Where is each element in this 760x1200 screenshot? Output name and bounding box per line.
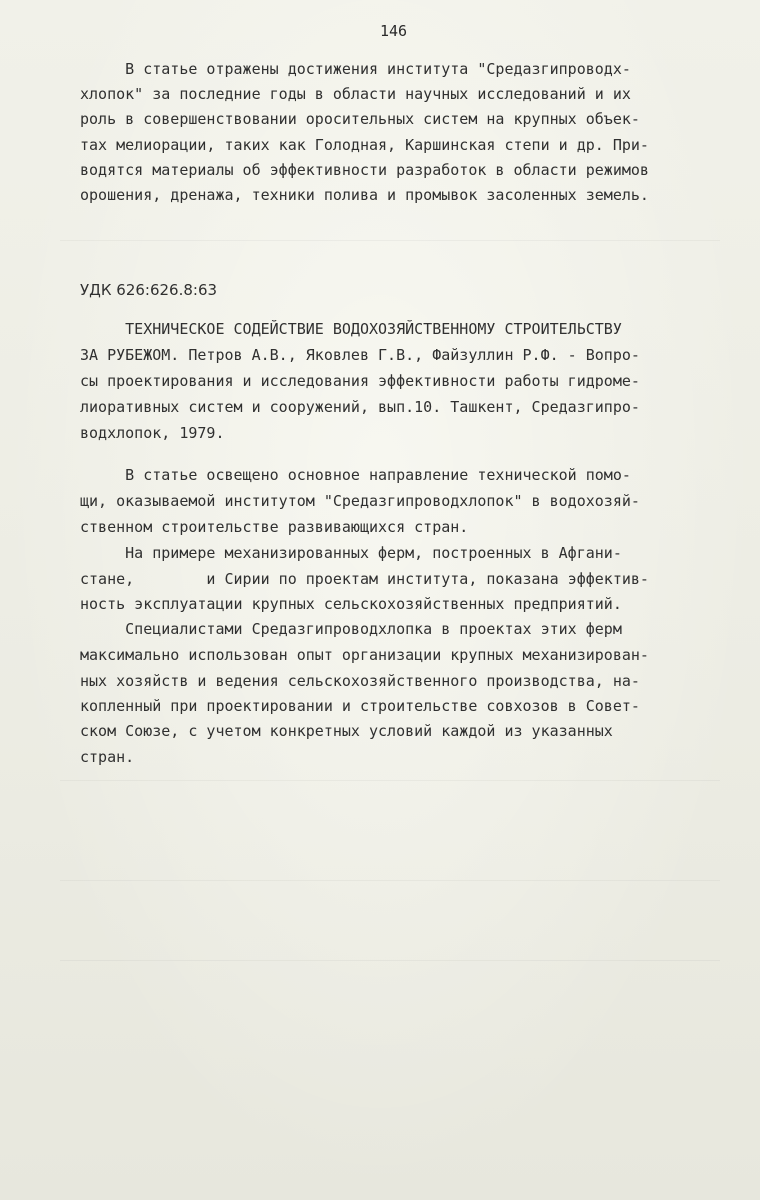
text-line: максимально использован опыт организации крупных механизирован- xyxy=(80,646,649,664)
text-line: щи, оказываемой институтом "Средазгипроводхлопок" в водохозяй- xyxy=(80,492,640,510)
text-line: водятся материалы об эффективности разработок в области режимов xyxy=(80,161,649,179)
paper-texture xyxy=(60,880,720,881)
reference-line: лиоративных систем и сооружений, вып.10. Ташкент, Средазгипро- xyxy=(80,398,640,416)
reference-title-line: ТЕХНИЧЕСКОЕ СОДЕЙСТВИЕ ВОДОХОЗЯЙСТВЕННОМУ СТРОИТЕЛЬСТВУ xyxy=(80,320,622,338)
text-line: ском Союзе, с учетом конкретных условий каждой из указанных xyxy=(80,722,613,740)
page-number: 146 xyxy=(380,22,408,40)
paper-texture xyxy=(60,240,720,241)
text-line: тах мелиорации, таких как Голодная, Каршинская степи и др. При- xyxy=(80,136,649,154)
text-line: орошения, дренажа, техники полива и промывок засоленных земель. xyxy=(80,186,649,204)
text-line: В статье освещено основное направление технической помо- xyxy=(80,466,631,484)
text-line: копленный при проектировании и строительстве совхозов в Совет- xyxy=(80,697,640,715)
paper-texture xyxy=(60,780,720,781)
text-line: стран. xyxy=(80,748,135,766)
text-line: Специалистами Средазгипроводхлопка в проектах этих ферм xyxy=(80,620,622,638)
udc-code: УДК 626:626.8:63 xyxy=(80,281,218,299)
reference-line: водхлопок, 1979. xyxy=(80,424,225,442)
text-line: ных хозяйств и ведения сельскохозяйственного производства, на- xyxy=(80,672,640,690)
text-line: ность эксплуатации крупных сельскохозяйственных предприятий. xyxy=(80,595,622,613)
reference-line: ЗА РУБЕЖОМ. Петров А.В., Яковлев Г.В., Файзуллин Р.Ф. - Вопро- xyxy=(80,346,640,364)
text-line: В статье отражены достижения института "Средазгипроводх- xyxy=(80,60,631,78)
text-line: роль в совершенствовании оросительных систем на крупных объек- xyxy=(80,110,640,128)
text-line: На примере механизированных ферм, построенных в Афгани- xyxy=(80,544,622,562)
text-line: хлопок" за последние годы в области научных исследований и их xyxy=(80,85,631,103)
paper-texture xyxy=(60,960,720,961)
text-line: ственном строительстве развивающихся стран. xyxy=(80,518,469,536)
text-line: стане, и Сирии по проектам института, показана эффектив- xyxy=(80,570,649,588)
reference-line: сы проектирования и исследования эффективности работы гидроме- xyxy=(80,372,640,390)
